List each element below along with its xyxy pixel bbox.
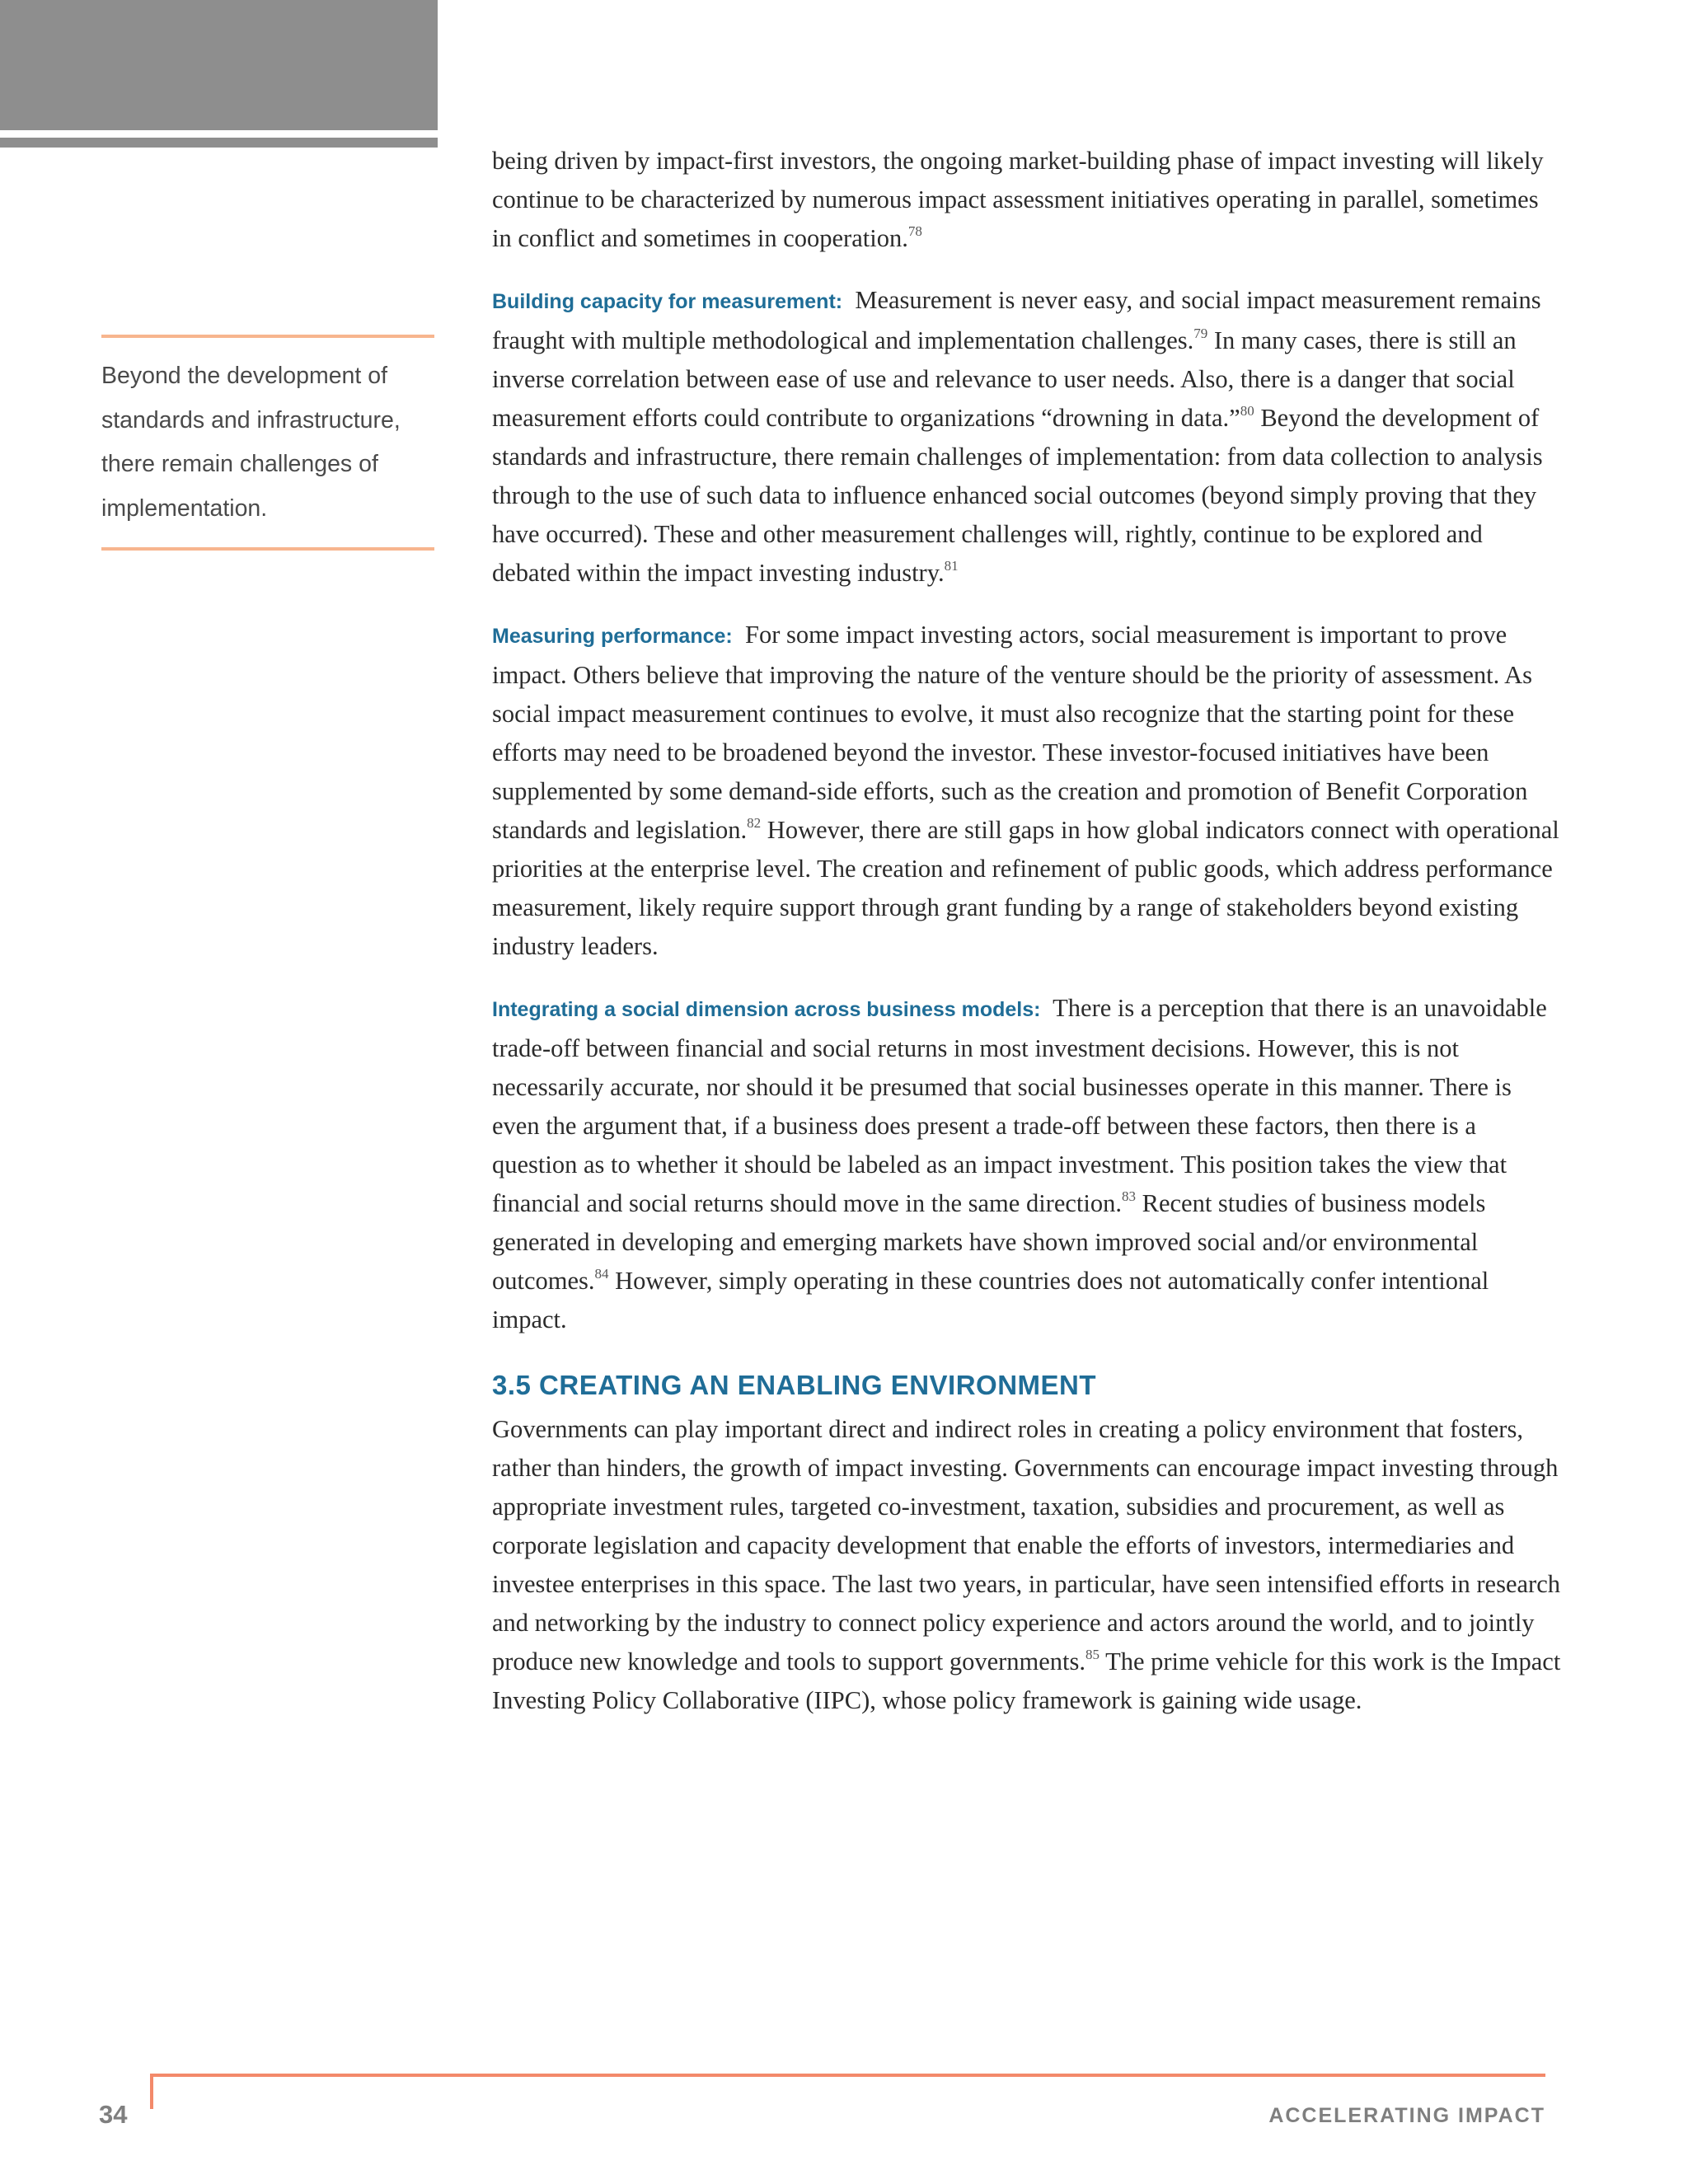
main-text-column [492, 142, 1564, 1743]
paragraph-text: being driven by impact-first investors, the ongoing market-building phase of impact investing will likely continue to be characterized by numerous impact assessment initiatives operating in parallel, sometimes in conflict and sometimes in cooperation. [492, 147, 1544, 252]
paragraph-measuring-performance [492, 616, 1564, 966]
paragraph-text: However, there are still gaps in how global indicators connect with operational priorities at the enterprise level. The creation and refinement of public goods, which address performance measurement, likely require support through grant funding by a range of stakeholders beyond existing industry leaders. [492, 816, 1559, 960]
paragraph-text: Measurement is never easy, and social impact measurement remains fraught with multiple methodological and implementation challenges. [492, 286, 1541, 354]
corner-gray-block [0, 0, 438, 130]
paragraph-text: However, simply operating in these countries does not automatically confer intentional impact. [492, 1267, 1489, 1333]
paragraph-lead-heading: Measuring performance: [492, 625, 733, 648]
footnote-ref: 81 [944, 558, 959, 574]
paragraph-building-capacity [492, 281, 1564, 593]
paragraph-text: There is a perception that there is an unavoidable trade-off between financial and social returns in most investment decisions. However, this is not necessarily accurate, nor should it be presumed that social businesses operate in this manner. There is even the argument that, if a business does present a trade-off between these factors, then there is a question as to whether it should be labeled as an impact investment. This position takes the view that financial and social returns should move in the same direction. [492, 994, 1547, 1217]
footnote-ref: 84 [594, 1266, 609, 1282]
paragraph-text: Recent studies of business models generated in developing and emerging markets have shown improved social and/or environmental outcomes. [492, 1189, 1486, 1295]
corner-gray-rule [0, 138, 438, 148]
paragraph-text: For some impact investing actors, social measurement is important to prove impact. Others believe that improving the nature of the venture should be the priority of assessment. As social impact measurement continues to evolve, it must also recognize that the starting point for these efforts may need to be broadened beyond the investor. These investor-focused initiatives have been supplemented by some demand-side efforts, such as the creation and promotion of Benefit Corporation standards and legislation. [492, 621, 1533, 844]
paragraph-text: In many cases, there is still an inverse correlation between ease of use and relevance to user needs. Also, there is a danger that social measurement efforts could contribute to organizations “drowning in data.” [492, 326, 1517, 432]
paragraph-continued [492, 142, 1564, 258]
paragraph-text: Beyond the development of standards and infrastructure, there remain challenges of implementation: from data collection to analysis through to the use of such data to influence enhanced social outcomes (beyond simply proving that they have occurred). These and other measurement challenges will, rightly, continue to be explored and debated within the impact investing industry. [492, 404, 1543, 587]
paragraph-lead-heading: Building capacity for measurement: [492, 290, 843, 313]
footnote-ref: 78 [907, 223, 922, 239]
footnote-ref: 79 [1193, 326, 1208, 341]
paragraph-lead-heading: Integrating a social dimension across business models: [492, 998, 1041, 1021]
page-number: 34 [99, 2100, 128, 2129]
footer-rule [150, 2074, 1545, 2077]
section-heading: 3.5 CREATING AN ENABLING ENVIRONMENT [492, 1370, 1097, 1400]
pull-quote [101, 335, 434, 551]
paragraph-enabling-environment [492, 1410, 1564, 1720]
footer-rule-tick [150, 2074, 153, 2109]
running-title: ACCELERATING IMPACT [1268, 2104, 1545, 2127]
paragraph-text: Governments can play important direct and indirect roles in creating a policy environment that fosters, rather than hinders, the growth of impact investing. Governments can encourage impact investing through appropriate investment rules, targeted co-investment, taxation, subsidies and procurement, as well as corporate legislation and capacity development that enable the efforts of investors, intermediaries and investee enterprises in this space. The last two years, in particular, have seen intensified efforts in research and networking by the industry to connect policy experience and actors around the world, and to jointly produce new knowledge and tools to support governments. [492, 1415, 1560, 1675]
footnote-ref: 83 [1121, 1188, 1136, 1204]
footnote-ref: 82 [747, 815, 762, 831]
footnote-ref: 80 [1240, 403, 1254, 419]
footnote-ref: 85 [1085, 1647, 1100, 1662]
paragraph-text: The prime vehicle for this work is the Impact Investing Policy Collaborative (IIPC), whose policy framework is gaining wide usage. [492, 1647, 1561, 1714]
pull-quote-bottom-rule [101, 547, 434, 551]
paragraph-integrating-social-dimension [492, 989, 1564, 1339]
pull-quote-text: Beyond the development of standards and infrastructure, there remain challenges of implementation. [101, 363, 401, 522]
